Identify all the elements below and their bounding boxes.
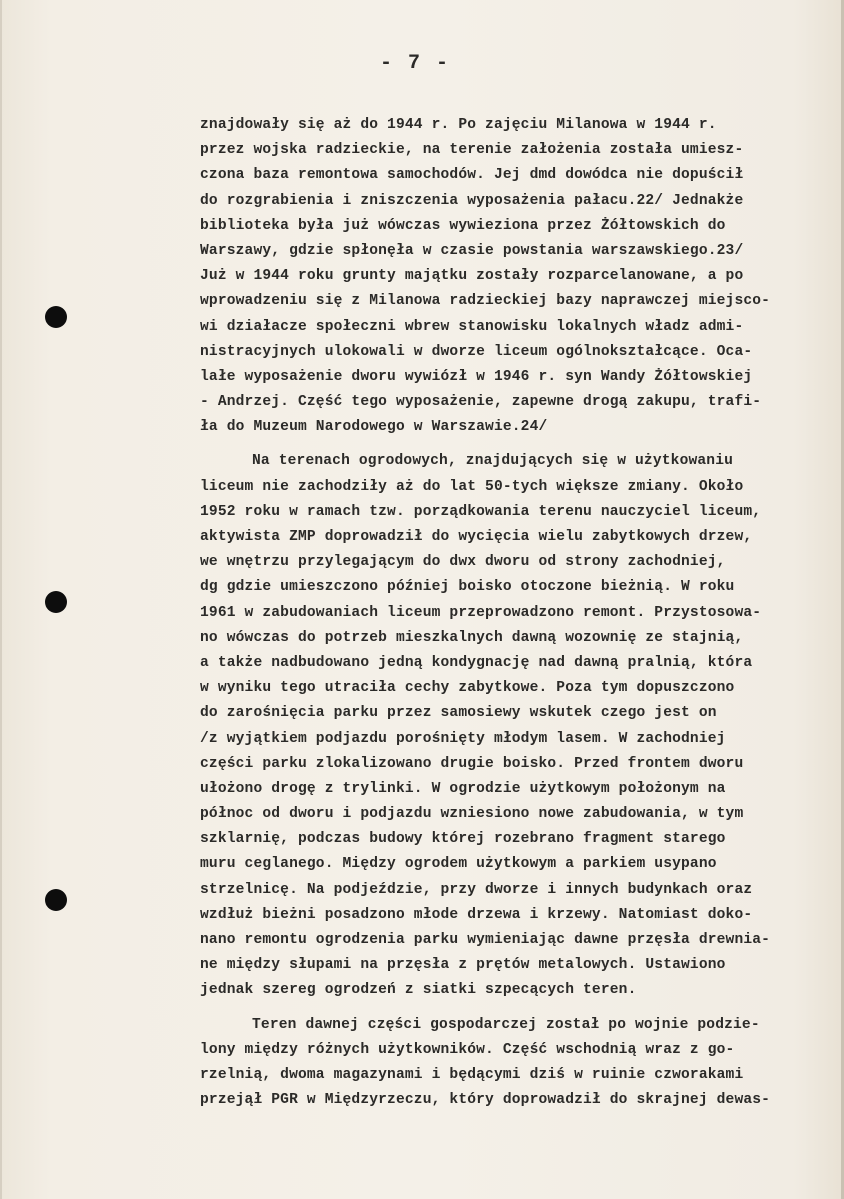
text-line: przejął PGR w Międzyrzeczu, który doprowadził do skrajnej dewas- <box>200 1092 771 1109</box>
text-line: 1952 roku w ramach tzw. porządkowania terenu nauczyciel liceum, <box>200 503 762 520</box>
text-line: części parku zlokalizowano drugie boisko. Przed frontem dworu <box>200 755 744 772</box>
page-number: - 7 - <box>380 52 451 75</box>
typed-text-body <box>200 113 840 1113</box>
text-line: strzelnicę. Na podjeździe, przy dworze i innych budynkach oraz <box>200 881 753 898</box>
paragraph-gap <box>200 1004 840 1013</box>
text-line: Teren dawnej części gospodarczej został po wojnie podzie- <box>252 1016 760 1033</box>
text-line: do zarośnięcia parku przez samosiewy wskutek czego jest on <box>200 705 717 722</box>
text-line: przez wojska radzieckie, na terenie założenia została umiesz- <box>200 142 744 159</box>
text-line: no wówczas do potrzeb mieszkalnych dawną wozownię ze stajnią, <box>200 629 744 646</box>
text-line: w wyniku tego utraciła cechy zabytkowe. Poza tym dopuszczono <box>200 680 735 697</box>
paragraph <box>200 113 840 440</box>
page-left-edge <box>0 0 2 1199</box>
punch-hole-middle <box>45 591 67 613</box>
text-line: jednak szereg ogrodzeń z siatki szpecących teren. <box>200 982 637 999</box>
text-line: wprowadzeniu się z Milanowa radzieckiej bazy naprawczej miejsco- <box>200 293 771 310</box>
text-line: rzelnią, dwoma magazynami i będącymi dziś w ruinie czworakami <box>200 1066 744 1083</box>
text-line: czona baza remontowa samochodów. Jej dmd dowódca nie dopuścił <box>200 167 744 184</box>
paragraph <box>200 449 840 1003</box>
text-line: północ od dworu i podjazdu wzniesiono nowe zabudowania, w tym <box>200 806 744 823</box>
paragraph <box>200 1013 840 1114</box>
text-line: ułożono drogę z trylinki. W ogrodzie użytkowym położonym na <box>200 780 726 797</box>
text-line: dg gdzie umieszczono później boisko otoczone bieżnią. W roku <box>200 579 735 596</box>
text-line: nistracyjnych ulokowali w dworze liceum ogólnokształcące. Oca- <box>200 343 753 360</box>
punch-hole-bottom <box>45 889 67 911</box>
text-line: znajdowały się aż do 1944 r. Po zajęciu Milanowa w 1944 r. <box>200 117 717 133</box>
text-line: a także nadbudowano jedną kondygnację nad dawną pralnią, która <box>200 654 753 671</box>
text-line: Na terenach ogrodowych, znajdujących się w użytkowaniu <box>252 453 734 470</box>
text-line: /z wyjątkiem podjazdu porośnięty młodym lasem. W zachodniej <box>200 730 726 747</box>
text-line: ła do Muzeum Narodowego w Warszawie.24/ <box>200 419 548 436</box>
text-line: 1961 w zabudowaniach liceum przeprowadzono remont. Przystosowa- <box>200 604 762 621</box>
text-line: nano remontu ogrodzenia parku wymieniając dawne przęsła drewnia- <box>200 932 771 948</box>
text-line: aktywista ZMP doprowadził do wycięcia wielu zabytkowych drzew, <box>200 529 753 545</box>
text-line: lony między różnych użytkowników. Część wschodnią wraz z go- <box>200 1041 735 1058</box>
text-line: szklarnię, podczas budowy której rozebrano fragment starego <box>200 831 726 848</box>
text-line: lałe wyposażenie dworu wywiózł w 1946 r. syn Wandy Żółtowskiej <box>200 368 753 385</box>
text-line: Warszawy, gdzie spłonęła w czasie powstania warszawskiego.23/ <box>200 242 744 259</box>
punch-hole-top <box>45 306 67 328</box>
text-line: wi działacze społeczni wbrew stanowisku lokalnych władz admi- <box>200 318 744 335</box>
paragraph-gap <box>200 440 840 449</box>
text-line: - Andrzej. Część tego wyposażenie, zapewne drogą zakupu, trafi- <box>200 394 762 411</box>
text-line: we wnętrzu przylegającym do dwx dworu od strony zachodniej, <box>200 554 726 571</box>
text-line: ne między słupami na przęsła z prętów metalowych. Ustawiono <box>200 957 726 974</box>
text-line: liceum nie zachodziły aż do lat 50-tych większe zmiany. Około <box>200 478 744 495</box>
text-line: biblioteka była już wówczas wywieziona przez Żółtowskich do <box>200 217 726 234</box>
text-line: wzdłuż bieżni posadzono młode drzewa i krzewy. Natomiast doko- <box>200 906 753 923</box>
text-line: Już w 1944 roku grunty majątku zostały rozparcelanowane, a po <box>200 268 744 285</box>
text-line: muru ceglanego. Między ogrodem użytkowym a parkiem usypano <box>200 856 717 873</box>
text-line: do rozgrabienia i zniszczenia wyposażenia pałacu.22/ Jednakże <box>200 192 744 209</box>
